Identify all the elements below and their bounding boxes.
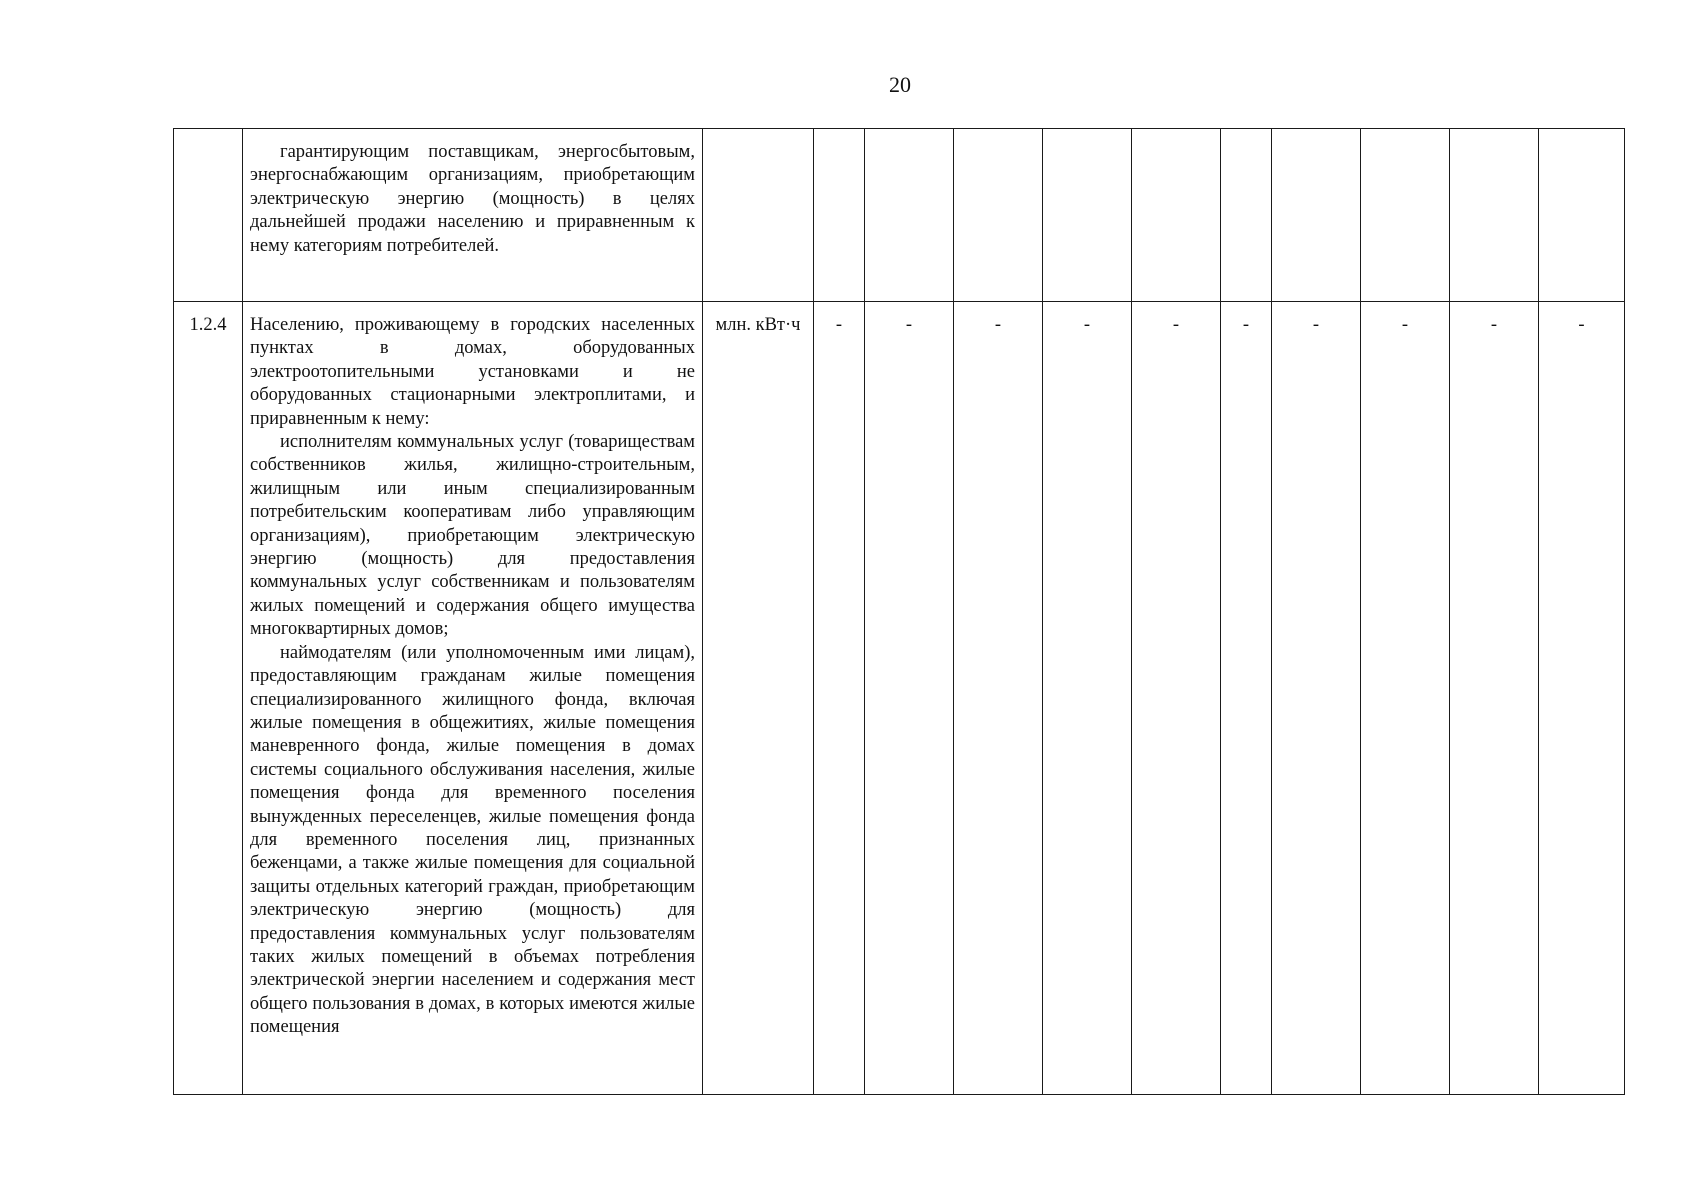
value-cell: -	[1361, 302, 1450, 1095]
row-unit: млн. кВт·ч	[703, 302, 814, 1095]
value-cell	[1361, 129, 1450, 302]
value-cell: -	[1539, 302, 1625, 1095]
description-paragraph: наймодателям (или уполномоченным ими лицам), предоставляющим гражданам жилые помещения специализированного жилищного фонда, включая жилые помещения в общежитиях, жилые помещения маневренного фонда, жилые помещения в домах системы социального обслуживания населения, жилые помещения фонда для временного поселения вынужденных переселенцев, жилые помещения фонда для временного поселения лиц, признанных беженцами, а также жилые помещения для социальной защиты отдельных категорий граждан, приобретающим электрическую энергию (мощность) для предоставления коммунальных услуг пользователям таких жилых помещений в объемах потребления электрической энергии населением и содержания мест общего пользования в домах, в которых имеются жилые помещения	[250, 642, 695, 1038]
row-number: 1.2.4	[174, 302, 243, 1095]
value-cell	[1450, 129, 1539, 302]
description-paragraph: Населению, проживающему в городских населенных пунктах в домах, оборудованных электроотопительными установками и не оборудованных стационарными электроплитами, и приравненным к нему:	[250, 315, 695, 429]
value-cell	[1539, 129, 1625, 302]
value-cell	[814, 129, 865, 302]
value-cell: -	[1221, 302, 1272, 1095]
value-cell: -	[1272, 302, 1361, 1095]
value-cell	[1043, 129, 1132, 302]
value-cell: -	[954, 302, 1043, 1095]
value-cell: -	[1132, 302, 1221, 1095]
value-cell	[1132, 129, 1221, 302]
value-cell	[865, 129, 954, 302]
value-cell	[954, 129, 1043, 302]
row-number	[174, 129, 243, 302]
value-cell: -	[1043, 302, 1132, 1095]
value-cell: -	[814, 302, 865, 1095]
value-cell	[1272, 129, 1361, 302]
table-row	[174, 302, 1625, 1095]
value-cell: -	[865, 302, 954, 1095]
description-paragraph: гарантирующим поставщикам, энергосбытовым, энергоснабжающим организациям, приобретающим электрическую энергию (мощность) в целях дальнейшей продажи населению и приравненным к нему категориям потребителей.	[250, 142, 695, 256]
row-unit	[703, 129, 814, 302]
description-paragraph: исполнителям коммунальных услуг (товариществам собственников жилья, жилищно-строительным, жилищным или иным специализированным потребительским кооперативам либо управляющим организациям), приобретающим электрическую энергию (мощность) для предоставления коммунальных услуг собственникам и пользователям жилых помещений и содержания общего имущества многоквартирных домов;	[250, 432, 695, 640]
tariff-table	[173, 128, 1625, 1095]
row-description	[243, 302, 703, 1095]
value-cell: -	[1450, 302, 1539, 1095]
page-number: 20	[889, 72, 911, 97]
row-description	[243, 129, 703, 302]
value-cell	[1221, 129, 1272, 302]
table-row	[174, 129, 1625, 302]
